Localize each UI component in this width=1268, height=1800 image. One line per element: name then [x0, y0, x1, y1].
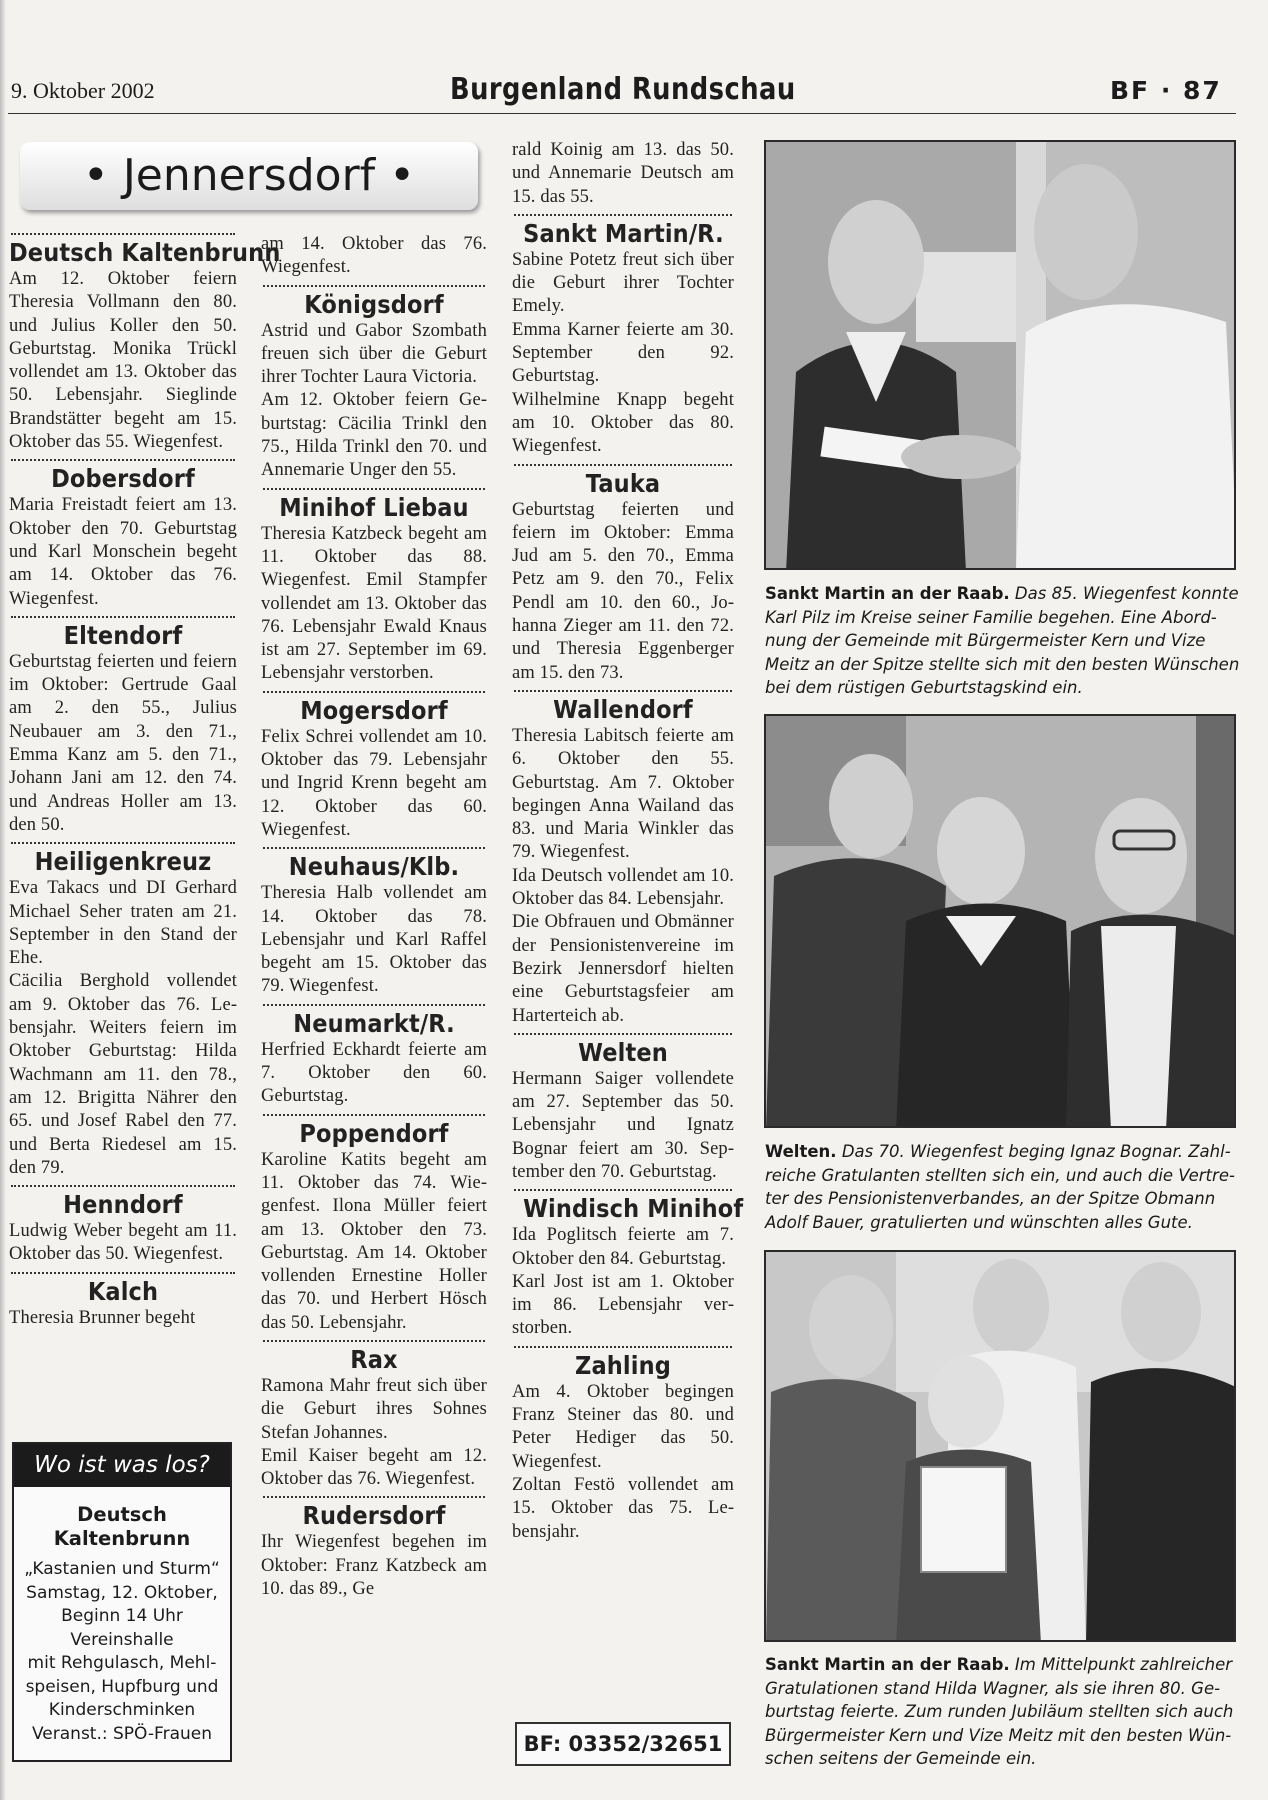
divider: [514, 464, 732, 466]
article-text: am 14. Oktober das 76. Wiegenfest.: [261, 234, 487, 278]
article-text: Eva Takacs und DI Gerhard Michael Seher traten am 21. September in den Stand der Ehe.: [9, 878, 237, 969]
town-heading: Königsdorf: [304, 289, 444, 319]
divider: [263, 1340, 485, 1342]
event-details: mit Rehgulasch, Mehlspeisen, Hupfburg und Kinderschminken: [25, 1653, 219, 1720]
divider: [514, 1346, 732, 1348]
photo-certificate-group: [764, 1250, 1236, 1642]
article-text: Karoline Katits begeht am 11. Oktober das 74. Wiegenfest. Ilona Müller feiert am 13. Oktober den 73. Geburtstag. Am 14. Oktober vollenden Ernestine Holler das 70. und Herbert Hösch das 50. Lebensjahr.: [261, 1149, 487, 1333]
article-text: Karl Jost ist am 1. Oktober im 86. Lebensjahr verstorben.: [512, 1271, 734, 1339]
divider: [263, 1114, 485, 1116]
header-rule: [8, 113, 1236, 114]
article-text: Geburtstag feierten und feiern im Oktober: Gertrude Gaal am 2. den 55., Julius Neubauer am 3. den 71., Emma Kanz am 5. den 71., Johann Jani am 12. den 74. und Andreas Holler am 13. den 50.: [9, 651, 237, 835]
article-text: Theresia Katzbeck begeht am 11. Oktober das 88. Wiegenfest. Emil Stampfer vollendet am 13. Oktober das 76. Lebensjahr Ewald Knaus ist am 27. September im 69. Lebensjahr verstorben.: [261, 523, 487, 684]
town-heading: Wallendorf: [553, 694, 693, 724]
divider: [11, 233, 235, 235]
town-heading: Dobersdorf: [51, 464, 195, 494]
article-text: Am 12. Oktober feiern Theresia Vollmann den 80. und Julius Koller den 50. Geburtstag. Monika Trückl vollendet am 13. Oktober das 50. Lebensjahr. Sieglinde Brandstätter begeht am 15. Oktober das 55. Wiegenfest.: [9, 269, 237, 453]
town-heading: Rudersdorf: [302, 1501, 446, 1531]
photo-three-men: [764, 714, 1236, 1128]
divider: [514, 214, 732, 216]
town-heading: Welten: [578, 1037, 668, 1067]
article-text: Am 12. Oktober feiern Geburtstag: Cäcilia Trinkl den 75., Hilda Trinkl den 70. und Annemarie Unger den 55.: [261, 390, 487, 481]
event-title: „Kastanien und Sturm“: [24, 1559, 220, 1579]
section-banner: • Jennersdorf •: [20, 142, 478, 210]
article-text: Theresia Halb vollendet am 14. Oktober das 78. Lebensjahr und Karl Raffel begeht am 15. Oktober das 79. Wiegenfest.: [261, 883, 487, 997]
town-heading: Poppendorf: [299, 1118, 449, 1148]
newspaper-title: Burgenland Rundschau: [450, 72, 796, 107]
photo-caption: [765, 1140, 1240, 1234]
article-text: Am 4. Oktober begingen Franz Steiner das 80. und Peter Hediger das 50. Wiegenfest.: [512, 1381, 734, 1472]
article-text: Sabine Potetz freut sich über die Geburt ihrer Tochter Emely.: [512, 249, 734, 317]
divider: [514, 1189, 732, 1191]
column-1: [9, 228, 281, 1330]
article-text: Ramona Mahr freut sich über die Geburt ihres Sohnes Stefan Johannes.: [261, 1375, 487, 1443]
divider: [11, 842, 235, 844]
article-text: Wilhelmine Knapp begeht am 10. Oktober das 80. Wiegenfest.: [512, 389, 734, 457]
town-heading: Tauka: [585, 468, 661, 498]
caption-location: Sankt Martin an der Raab.: [765, 1655, 1010, 1674]
article-text: Theresia Brunner begeht: [9, 1307, 196, 1328]
article-text: Hermann Saiger vollendete am 27. September das 50. Lebensjahr und Ignatz Bognar feiert am 30. September den 70. Geburtstag.: [512, 1068, 734, 1182]
town-heading: Henndorf: [63, 1190, 183, 1220]
town-heading: Kalch: [87, 1276, 159, 1306]
event-organizer: Veranst.: SPÖ-Frauen: [32, 1723, 212, 1744]
town-heading: Minihof Liebau: [279, 492, 469, 522]
article-text: Ida Deutsch vollendet am 10. Oktober das 84. Lebensjahr.: [512, 865, 734, 910]
divider: [11, 459, 235, 461]
divider: [11, 1185, 235, 1187]
photo-caption: [765, 582, 1240, 700]
caption-text: Das 85. Wiegenfest konnte Karl Pilz im Kreise seiner Familie begehen. Eine Abordnung der Gemeinde mit Bürgermeister Kern und Vize Meitz an der Spitze stellte sich mit den besten Wünschen bei dem rüstigen Geburtstagskind ein.: [765, 584, 1240, 697]
caption-location: Sankt Martin an der Raab.: [765, 584, 1010, 603]
event-town: Deutsch Kaltenbrunn: [53, 1503, 191, 1550]
town-heading: Eltendorf: [63, 620, 183, 650]
divider: [263, 488, 485, 490]
town-heading: Deutsch Kaltenbrunn: [9, 238, 281, 267]
divider: [514, 1033, 732, 1035]
article-text: Astrid und Gabor Szombath freuen sich über die Geburt ihrer Tochter Laura Victoria.: [261, 320, 487, 388]
article-text: Cäcilia Berghold vollendet am 9. Oktober das 76. Lebensjahr. Weiters feiern im Oktober Geburtstag: Hilda Wachmann am 11. den 78., am 12. Brigitta Nährer den 65. und Josef Rabel den 77. und Berta Riedesel am 15. den 79.: [9, 971, 237, 1178]
event-place: Vereinshalle: [70, 1629, 174, 1650]
column-2: [261, 233, 487, 1601]
divider: [11, 616, 235, 618]
event-time: Beginn 14 Uhr: [61, 1606, 183, 1626]
town-heading: Neumarkt/R.: [293, 1008, 455, 1038]
town-heading: Rax: [350, 1344, 398, 1374]
event-box-heading: Wo ist was los?: [14, 1444, 230, 1487]
town-heading: Heiligenkreuz: [34, 847, 212, 877]
divider: [514, 690, 732, 692]
event-date: Samstag, 12. Oktober,: [26, 1582, 218, 1603]
column-3: [512, 139, 744, 1544]
article-text: rald Koinig am 13. das 50. und Annemarie Deutsch am 15. das 55.: [512, 140, 734, 207]
article-text: Emil Kaiser begeht am 12. Oktober das 76. Wiegenfest.: [261, 1445, 487, 1490]
event-box-body: [14, 1487, 230, 1756]
caption-text: Im Mittelpunkt zahlreicher Gratulationen stand Hilda Wagner, als sie ihren 80. Geburtstag feierte. Zum runden Jubiläum stellten sich auch Bürgermeister Kern und Vize Meitz mit den besten Wünschen seitens der Gemeinde ein.: [765, 1655, 1234, 1768]
article-text: Ida Poglitsch feierte am 7. Oktober den 84. Geburtstag.: [512, 1225, 734, 1269]
photo-illustration: [766, 1252, 1236, 1642]
article-text: Herfried Eckhardt feierte am 7. Oktober den 60. Geburtstag.: [261, 1039, 487, 1107]
photo-illustration: [766, 716, 1236, 1128]
event-box: [12, 1442, 232, 1762]
photo-illustration: [766, 142, 1236, 570]
divider: [11, 1272, 235, 1274]
divider: [263, 1496, 485, 1498]
article-text: Ludwig Weber begeht am 11. Oktober das 50. Wiegenfest.: [9, 1221, 237, 1265]
divider: [263, 691, 485, 693]
divider: [263, 1004, 485, 1006]
phone-box: BF: 03352/32651: [515, 1722, 731, 1766]
town-heading: Sankt Martin/R.: [523, 218, 724, 248]
caption-location: Welten.: [765, 1142, 837, 1161]
article-text: Die Obfrauen und Obmänner der Pensionistenvereine im Bezirk Jennersdorf hielten eine Geburtstagsfeier am Harterteich ab.: [512, 912, 734, 1026]
article-text: Maria Freistadt feiert am 13. Oktober den 70. Geburtstag und Karl Monschein begeht am 14. Oktober das 76. Wiegenfest.: [9, 495, 237, 609]
article-text: Felix Schrei vollendet am 10. Oktober das 79. Lebensjahr und Ingrid Krenn begeht am 12. Oktober das 60. Wiegenfest.: [261, 726, 487, 840]
town-heading: Windisch Minihof: [523, 1194, 744, 1224]
article-text: Geburtstag feierten und feiern im Oktober: Emma Jud am 5. den 70., Emma Petz am 9. den 70., Felix Pendl am 10. den 60., Johanna Zieger am 11. den 72. und Theresia Eggenberger am 15. den 73.: [512, 499, 734, 683]
page-edge-shadow: [0, 0, 6, 1800]
caption-text: Das 70. Wiegenfest beging Ignaz Bognar. Zahlreiche Gratulanten stellten sich ein, und auch die Vertreter des Pensionistenverbandes, an der Spitze Obmann Adolf Bauer, gratulierten und wünschten alles Gute.: [765, 1142, 1235, 1232]
page-number: BF · 87: [1110, 76, 1222, 105]
divider: [263, 847, 485, 849]
town-heading: Mogersdorf: [300, 695, 448, 725]
article-text: Ihr Wiegenfest begehen im Oktober: Franz Katzbeck am 10. das 89., Ge: [261, 1532, 487, 1600]
issue-date: 9. Oktober 2002: [11, 78, 155, 103]
article-text: Theresia Labitsch feierte am 6. Oktober den 55. Geburtstag. Am 7. Oktober begingen Anna Wailand das 83. und Maria Winkler das 79. Wiegenfest.: [512, 725, 734, 863]
town-heading: Zahling: [574, 1350, 672, 1380]
photo-caption: [765, 1653, 1240, 1771]
divider: [263, 285, 485, 287]
photo-birthday-handover: [764, 140, 1236, 570]
article-text: Emma Karner feierte am 30. September den 92. Geburtstag.: [512, 319, 734, 387]
article-text: Zoltan Festö vollendet am 15. Oktober das 75. Lebensjahr.: [512, 1474, 734, 1542]
town-heading: Neuhaus/Klb.: [288, 852, 460, 882]
